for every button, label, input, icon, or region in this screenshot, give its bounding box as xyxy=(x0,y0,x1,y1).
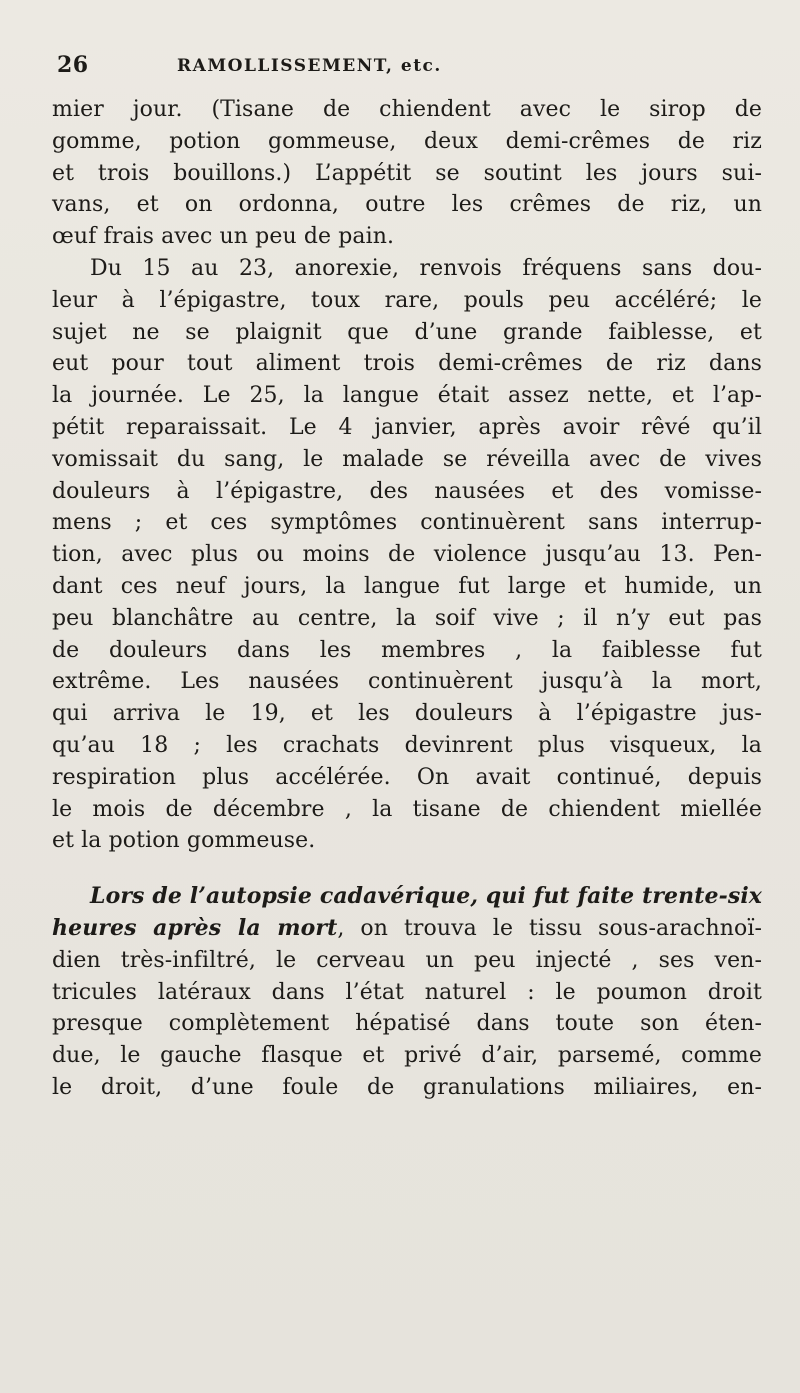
text-line: vomissait du sang, le malade se réveilla avec de vives xyxy=(52,446,762,472)
text-line: vans, et on ordonna, outre les crêmes de riz, un xyxy=(52,192,762,218)
text-line: dant ces neuf jours, la langue fut large et humide, un xyxy=(52,573,762,599)
text-line: mier jour. (Tisane de chiendent avec le sirop de xyxy=(52,97,762,122)
text-line: et la potion gommeuse. xyxy=(52,828,316,854)
page-header xyxy=(52,52,752,86)
text-line: presque complètement hépatisé dans toute son éten- xyxy=(52,1011,762,1037)
text-line: dien très-infiltré, le cerveau un peu injecté , ses ven- xyxy=(52,947,762,973)
paragraph-3 xyxy=(52,881,762,1104)
page-number: 26 xyxy=(57,52,89,78)
text-line: tion, avec plus ou moins de violence jusqu’au 13. Pen- xyxy=(52,542,762,568)
text-line: eut pour tout aliment trois demi-crêmes de riz dans xyxy=(52,351,762,377)
text-line: peu blanchâtre au centre, la soif vive ; il n’y eut pas xyxy=(52,605,762,631)
text-line: œuf frais avec un peu de pain. xyxy=(52,224,395,250)
text-line: qu’au 18 ; les crachats devinrent plus visqueux, la xyxy=(52,732,762,758)
text-line: mens ; et ces symptômes continuèrent sans interrup- xyxy=(52,510,762,536)
text-line: de douleurs dans les membres , la faiblesse fut xyxy=(52,637,762,663)
text-line: le droit, d’une foule de granulations miliaires, en- xyxy=(52,1074,762,1100)
paragraph-1 xyxy=(52,94,762,253)
text-line: extrême. Les nausées continuèrent jusqu’à la mort, xyxy=(52,669,762,695)
text-line: due, le gauche flasque et privé d’air, parsemé, comme xyxy=(52,1043,762,1069)
text-line: leur à l’épigastre, toux rare, pouls peu accéléré; le xyxy=(52,287,762,313)
text-line: pétit reparaissait. Le 4 janvier, après avoir rêvé qu’il xyxy=(52,414,762,440)
text-line: tricules latéraux dans l’état naturel : le poumon droit xyxy=(52,979,762,1005)
text-line: la journée. Le 25, la langue était assez nette, et l’ap- xyxy=(52,383,762,409)
italic-line: Lors de l’autopsie cadavérique, qui fut faite trente-six xyxy=(90,883,762,910)
text-line: le mois de décembre , la tisane de chiendent miellée xyxy=(52,796,762,822)
text-line: respiration plus accélérée. On avait continué, depuis xyxy=(52,764,762,790)
page-body xyxy=(52,94,762,1104)
text-line: gomme, potion gommeuse, deux demi-crêmes de riz xyxy=(52,128,762,154)
text-line: et trois bouillons.) L’appétit se soutint les jours sui- xyxy=(52,160,762,186)
paragraph-gap xyxy=(52,857,762,881)
text-line: sujet ne se plaignit que d’une grande faiblesse, et xyxy=(52,319,762,345)
text-line xyxy=(52,913,762,945)
text-line: qui arriva le 19, et les douleurs à l’épigastre jus- xyxy=(52,701,762,727)
running-head: RAMOLLISSEMENT, etc. xyxy=(177,56,442,76)
text-line: Du 15 au 23, anorexie, renvois fréquens sans dou- xyxy=(90,255,762,281)
text-phrase: , on trouva le tissu sous-arachnoï- xyxy=(337,915,763,941)
italic-phrase: heures après la mort xyxy=(52,914,338,941)
text-line: douleurs à l’épigastre, des nausées et des vomisse- xyxy=(52,478,762,504)
paragraph-2 xyxy=(52,253,762,857)
